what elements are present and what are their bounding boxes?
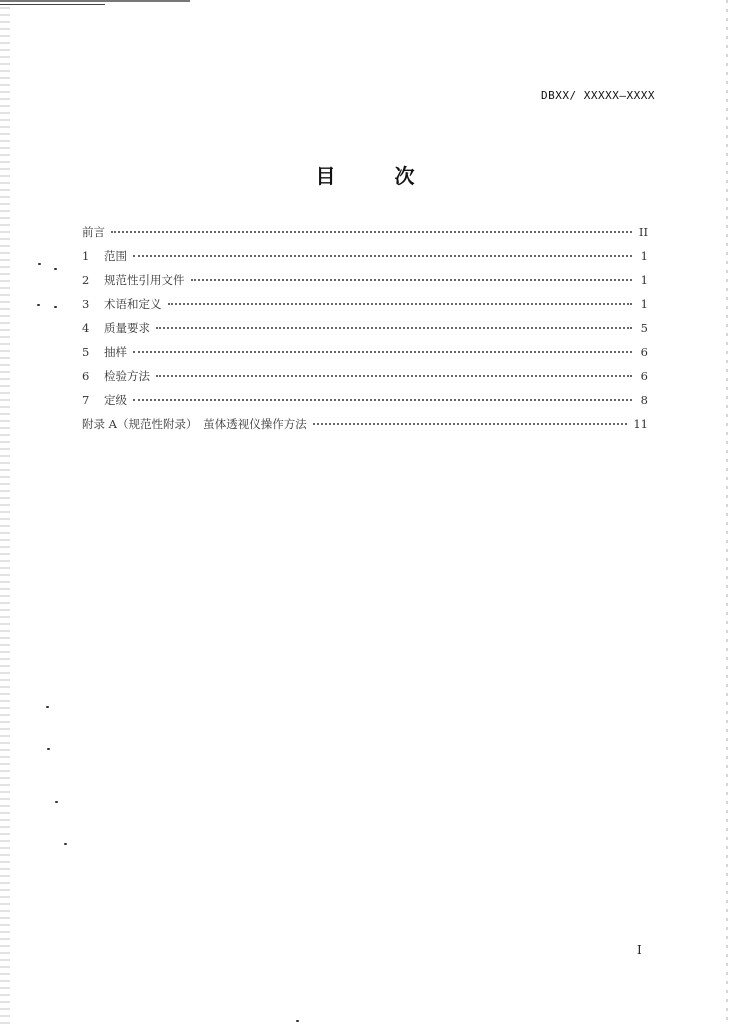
toc-entry-page: II	[638, 225, 648, 239]
toc-entry-label: 术语和定义	[104, 297, 162, 311]
toc-entry-number: 1	[82, 249, 90, 263]
scan-speck	[55, 801, 58, 803]
toc-entry-number: 5	[82, 345, 90, 359]
toc-entry-label: 质量要求	[104, 321, 150, 335]
table-of-contents	[82, 220, 648, 436]
scan-speck	[296, 1020, 299, 1022]
toc-entry-appendix-a[interactable]	[82, 412, 648, 436]
scan-speck	[64, 843, 67, 845]
toc-entry-page: 8	[640, 393, 648, 407]
toc-entry-label: 定级	[104, 393, 127, 407]
toc-entry-label: 抽样	[104, 345, 127, 359]
toc-entry-normative-references[interactable]	[82, 268, 648, 292]
toc-entry-number: 4	[82, 321, 90, 335]
toc-leader-dots	[156, 326, 632, 329]
toc-leader-dots	[111, 230, 632, 233]
toc-leader-dots	[133, 254, 632, 257]
toc-entry-sampling[interactable]	[82, 340, 648, 364]
scan-edge-right	[726, 0, 728, 1024]
scan-speck	[54, 268, 57, 270]
toc-entry-page: 5	[640, 321, 648, 335]
scan-mark-top	[0, 0, 190, 2]
page-number: I	[637, 943, 642, 957]
toc-leader-dots	[133, 350, 632, 353]
toc-entry-page: 1	[640, 273, 648, 287]
toc-entry-number: 6	[82, 369, 90, 383]
toc-entry-page: 1	[640, 249, 648, 263]
scan-speck	[54, 306, 57, 308]
toc-entry-label: 前言	[82, 225, 105, 239]
toc-entry-terms-definitions[interactable]	[82, 292, 648, 316]
toc-leader-dots	[191, 278, 633, 281]
toc-entry-test-methods[interactable]	[82, 364, 648, 388]
toc-entry-quality-requirements[interactable]	[82, 316, 648, 340]
toc-entry-scope[interactable]	[82, 244, 648, 268]
scan-mark-top-2	[0, 4, 105, 5]
toc-entry-page: 6	[640, 369, 648, 383]
scan-edge-left	[0, 0, 10, 1024]
toc-entry-label: 附录 A（规范性附录） 茧体透视仪操作方法	[82, 417, 307, 431]
page-title: 目 次	[315, 164, 441, 188]
toc-entry-number: 3	[82, 297, 90, 311]
standard-code: DBXX/ XXXXX—XXXX	[541, 89, 655, 102]
scan-speck	[37, 304, 40, 306]
toc-leader-dots	[133, 398, 632, 401]
toc-entry-label: 范围	[104, 249, 127, 263]
scan-speck	[46, 706, 49, 708]
scan-speck	[38, 263, 41, 265]
toc-entry-label: 检验方法	[104, 369, 150, 383]
toc-entry-foreword[interactable]	[82, 220, 648, 244]
toc-entry-page: 1	[640, 297, 648, 311]
toc-leader-dots	[156, 374, 632, 377]
toc-entry-page: 11	[633, 417, 648, 431]
toc-entry-number: 2	[82, 273, 90, 287]
toc-leader-dots	[313, 422, 628, 425]
toc-entry-number: 7	[82, 393, 90, 407]
toc-entry-grading[interactable]	[82, 388, 648, 412]
toc-entry-label: 规范性引用文件	[104, 273, 185, 287]
scan-speck	[47, 748, 50, 750]
toc-leader-dots	[168, 302, 633, 305]
toc-entry-page: 6	[640, 345, 648, 359]
